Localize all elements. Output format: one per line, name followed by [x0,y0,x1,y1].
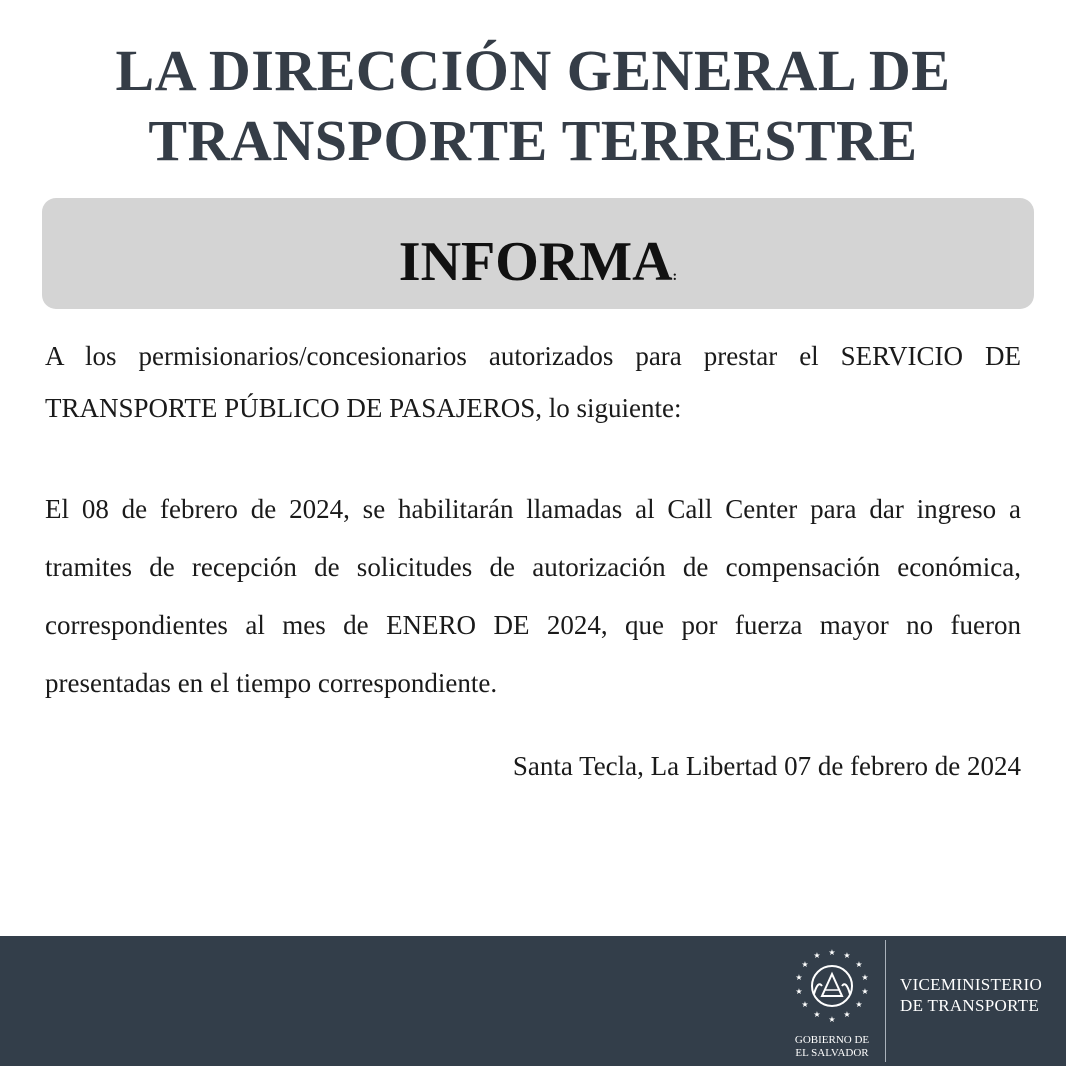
svg-text:★: ★ [855,960,863,969]
coat-of-arms-seal-icon [792,946,872,1026]
svg-text:★: ★ [843,1010,851,1019]
svg-text:★: ★ [861,973,869,982]
place-date-signature: Santa Tecla, La Libertad 07 de febrero de 2024 [512,751,1021,781]
footer-bar [0,936,1066,1066]
gov-line-1: GOBIERNO DE [794,1034,870,1046]
informa-text: INFORMA [398,231,673,293]
svg-text:★: ★ [813,951,821,960]
svg-text:★: ★ [801,1000,809,1009]
svg-text:★: ★ [855,1000,863,1009]
gov-line-2: EL SALVADOR [795,1047,869,1059]
announcement-paragraph: El 08 de febrero de 2024, se habilitarán llamadas al Call Center para dar ingreso a tramites de recepción de solicitudes de autorización de compensación económica, correspondientes al mes de ENERO DE 2024, que por fuerza mayor no fueron presentadas en el tiempo correspondiente. [45,494,1021,698]
svg-text:★: ★ [861,987,869,996]
svg-text:★: ★ [801,960,809,969]
ministry-line-1: VICEMINISTERIO [900,975,1043,994]
svg-text:★: ★ [828,1015,836,1024]
ministry-label [900,974,1042,1016]
svg-text:★: ★ [795,973,803,982]
informa-heading [399,230,677,309]
recipients-paragraph: A los permisionarios/concesionarios autorizados para prestar el SERVICIO DE TRANSPORTE PÚBLICO DE PASAJEROS, lo siguiente: [45,341,1021,423]
page-title [0,36,1066,176]
informa-colon: : [672,269,678,284]
title-line-2: TRANSPORTE TERRESTRE [148,108,918,173]
ministry-line-2: DE TRANSPORTE [900,996,1040,1015]
svg-text:★: ★ [813,1010,821,1019]
svg-text:★: ★ [828,948,836,957]
footer-divider [885,940,886,1062]
informa-banner [42,198,1034,309]
government-label [784,1034,880,1060]
svg-text:★: ★ [843,951,851,960]
svg-text:★: ★ [795,987,803,996]
title-line-1: LA DIRECCIÓN GENERAL DE [115,38,951,103]
government-logo [784,942,880,1066]
